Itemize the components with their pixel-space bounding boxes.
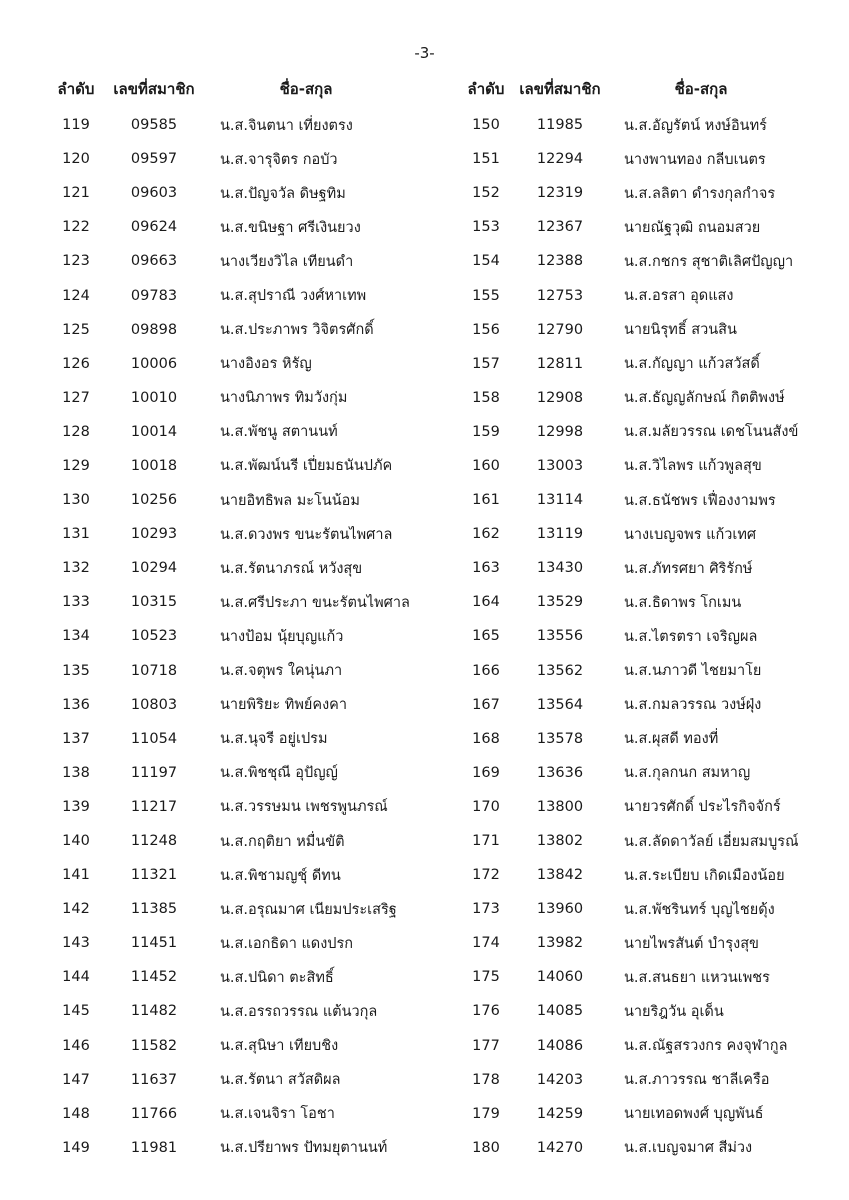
table-row [462, 1029, 812, 1063]
row-seq: 153 [472, 219, 500, 236]
row-seq: 159 [472, 423, 500, 440]
table-row [462, 688, 812, 722]
row-name: นางเวียงวิไล เทียนดำ [220, 253, 354, 270]
table-row [48, 347, 428, 381]
row-name: น.ส.นภาวดี ไชยมาโย [624, 663, 762, 680]
row-name: น.ส.เอกธิดา แดงปรก [220, 935, 354, 952]
row-name: น.ส.ดวงพร ขนะรัตนไพศาล [220, 526, 393, 543]
table-row [462, 278, 812, 312]
table-row [462, 108, 812, 142]
table-body [48, 108, 428, 1165]
row-member-no: 14203 [536, 1071, 584, 1088]
row-seq: 141 [62, 867, 90, 884]
row-member-no: 13564 [536, 696, 584, 713]
table-row [462, 654, 812, 688]
table-row [462, 1063, 812, 1097]
row-name: น.ส.กฤติยา หมื่นขัติ [220, 833, 345, 850]
row-member-no: 12319 [536, 185, 584, 202]
row-seq: 161 [472, 492, 500, 509]
table-row [48, 210, 428, 244]
table-row [462, 994, 812, 1028]
row-member-no: 10018 [130, 457, 178, 474]
row-member-no: 10803 [130, 696, 178, 713]
table-row [462, 551, 812, 585]
row-name: น.ส.กชกร สุชาติเลิศปัญญา [624, 253, 794, 270]
row-name: นายวรศักดิ์ ประไรกิจจักร์ [624, 799, 781, 816]
row-member-no: 11054 [130, 730, 178, 747]
row-seq: 150 [472, 117, 500, 134]
row-name: น.ส.ธิดาพร โกเมน [624, 594, 742, 611]
row-member-no: 12790 [536, 321, 584, 338]
row-seq: 132 [62, 560, 90, 577]
table-row [462, 892, 812, 926]
row-name: นางเบญจพร แก้วเทศ [624, 526, 757, 543]
table-row [462, 858, 812, 892]
row-seq: 175 [472, 969, 500, 986]
row-member-no: 11452 [130, 969, 178, 986]
row-seq: 164 [472, 594, 500, 611]
row-name: น.ส.ผุสดี ทองที่ [624, 731, 719, 748]
table-row [48, 483, 428, 517]
table-row [48, 176, 428, 210]
row-member-no: 09663 [130, 253, 178, 270]
row-name: น.ส.ธัญญลักษณ์ กิตติพงษ์ [624, 390, 785, 407]
row-name: น.ส.อรรถวรรณ แต้นวกุล [220, 1003, 378, 1020]
row-seq: 126 [62, 355, 90, 372]
row-member-no: 11451 [130, 935, 178, 952]
row-name: น.ส.พิชชุณี อุปัญญ์ [220, 765, 338, 782]
row-name: น.ส.เบญจมาศ สีม่วง [624, 1140, 753, 1157]
row-member-no: 11981 [130, 1139, 178, 1156]
row-name: น.ส.ปัญจวัล ดิษฐทิม [220, 185, 346, 202]
row-member-no: 10010 [130, 389, 178, 406]
table-row [48, 244, 428, 278]
row-member-no: 10014 [130, 423, 178, 440]
table-row [48, 415, 428, 449]
table-row [462, 722, 812, 756]
row-name: น.ส.พัชนู สตานนท์ [220, 424, 338, 441]
table-row [48, 892, 428, 926]
table-row [462, 244, 812, 278]
row-name: น.ส.พิชามญชุ์ ดีทน [220, 867, 341, 884]
table-row [48, 654, 428, 688]
table-row [462, 517, 812, 551]
table-row [48, 313, 428, 347]
row-seq: 131 [62, 526, 90, 543]
table-row [462, 619, 812, 653]
row-member-no: 12367 [536, 219, 584, 236]
row-name: น.ส.ประภาพร วิจิตรศักดิ์ [220, 322, 374, 339]
table-row [48, 381, 428, 415]
row-seq: 151 [472, 151, 500, 168]
table-row [48, 722, 428, 756]
row-seq: 171 [472, 833, 500, 850]
row-seq: 128 [62, 423, 90, 440]
row-name: นางอิงอร หิรัญ [220, 356, 312, 373]
table-row [48, 926, 428, 960]
row-name: นายณัฐวุฒิ ถนอมสวย [624, 219, 761, 236]
row-member-no: 11766 [130, 1105, 178, 1122]
row-seq: 147 [62, 1071, 90, 1088]
row-seq: 137 [62, 730, 90, 747]
row-name: นายอิทธิพล มะโนน้อม [220, 492, 360, 509]
row-seq: 149 [62, 1139, 90, 1156]
table-row [462, 347, 812, 381]
row-seq: 168 [472, 730, 500, 747]
row-seq: 133 [62, 594, 90, 611]
row-name: น.ส.กุลกนก สมหาญ [624, 765, 751, 782]
row-seq: 155 [472, 287, 500, 304]
row-member-no: 11482 [130, 1003, 178, 1020]
row-name: น.ส.ขนิษฐา ศรีเงินยวง [220, 219, 361, 236]
row-member-no: 12908 [536, 389, 584, 406]
table-row [48, 1097, 428, 1131]
table-row [462, 449, 812, 483]
row-seq: 173 [472, 901, 500, 918]
table-row [48, 858, 428, 892]
row-seq: 120 [62, 151, 90, 168]
row-member-no: 11217 [130, 798, 178, 815]
table-row [462, 313, 812, 347]
row-member-no: 09783 [130, 287, 178, 304]
table-row [462, 210, 812, 244]
row-member-no: 09585 [130, 117, 178, 134]
member-table-right [462, 76, 812, 1165]
table-row [462, 176, 812, 210]
row-seq: 148 [62, 1105, 90, 1122]
row-member-no: 13636 [536, 764, 584, 781]
row-seq: 119 [62, 117, 90, 134]
row-name: นายนิรุทธิ์ สวนสิน [624, 322, 737, 339]
row-seq: 123 [62, 253, 90, 270]
row-name: น.ส.ศรีประภา ขนะรัตนไพศาล [220, 594, 410, 611]
row-name: น.ส.ลัดดาวัลย์ เอี่ยมสมบูรณ์ [624, 833, 799, 850]
row-name: นางป้อม นุ้ยบุญแก้ว [220, 628, 344, 645]
row-name: น.ส.ลลิตา ดำรงกุลกำจร [624, 185, 776, 202]
row-name: น.ส.วิไลพร แก้วพูลสุข [624, 458, 762, 475]
row-name: น.ส.สุนิษา เทียบชิง [220, 1038, 339, 1055]
row-member-no: 13556 [536, 628, 584, 645]
row-member-no: 09898 [130, 321, 178, 338]
row-member-no: 11385 [130, 901, 178, 918]
row-member-no: 10718 [130, 662, 178, 679]
table-row [48, 449, 428, 483]
row-seq: 145 [62, 1003, 90, 1020]
row-seq: 124 [62, 287, 90, 304]
row-seq: 125 [62, 321, 90, 338]
row-seq: 177 [472, 1037, 500, 1054]
row-seq: 178 [472, 1071, 500, 1088]
header-seq: ลำดับ [57, 80, 95, 98]
member-table-left [48, 76, 428, 1165]
table-row [462, 483, 812, 517]
row-name: น.ส.จตุพร ใคนุ่นภา [220, 663, 343, 680]
row-member-no: 09603 [130, 185, 178, 202]
row-name: น.ส.ธนัชพร เฟื่องงามพร [624, 492, 776, 509]
row-seq: 180 [472, 1139, 500, 1156]
row-name: น.ส.พัฒน์นรี เปี่ยมธนันปภัค [220, 458, 393, 475]
row-name: น.ส.กมลวรรณ วงษ์ฝุ่ง [624, 697, 762, 714]
row-member-no: 13842 [536, 867, 584, 884]
row-member-no: 14259 [536, 1105, 584, 1122]
row-member-no: 10256 [130, 492, 178, 509]
table-row [462, 585, 812, 619]
table-row [48, 960, 428, 994]
row-name: น.ส.รัตนา สวัสดิผล [220, 1072, 341, 1089]
row-seq: 143 [62, 935, 90, 952]
row-member-no: 10315 [130, 594, 178, 611]
row-seq: 154 [472, 253, 500, 270]
table-row [48, 551, 428, 585]
row-seq: 167 [472, 696, 500, 713]
row-member-no: 11985 [536, 117, 584, 134]
row-name: น.ส.จารุจิตร กอบัว [220, 151, 338, 168]
header-seq: ลำดับ [467, 80, 505, 98]
row-seq: 172 [472, 867, 500, 884]
row-name: น.ส.นุจรี อยู่เปรม [220, 731, 328, 748]
header-member-no: เลขที่สมาชิก [519, 80, 601, 98]
row-seq: 135 [62, 662, 90, 679]
row-name: น.ส.กัญญา แก้วสวัสดิ์ [624, 356, 760, 373]
table-row [462, 824, 812, 858]
table-row [462, 1131, 812, 1165]
row-member-no: 14270 [536, 1139, 584, 1156]
table-row [48, 1029, 428, 1063]
table-row [48, 278, 428, 312]
row-member-no: 11321 [130, 867, 178, 884]
row-seq: 139 [62, 798, 90, 815]
row-seq: 121 [62, 185, 90, 202]
row-seq: 157 [472, 355, 500, 372]
row-name: น.ส.พัชรินทร์ บุญไชยดุ้ง [624, 901, 775, 918]
table-header [462, 76, 812, 102]
row-member-no: 13982 [536, 935, 584, 952]
row-member-no: 10294 [130, 560, 178, 577]
row-member-no: 11197 [130, 764, 178, 781]
row-name: น.ส.ปนิดา ตะสิทธิ์ [220, 969, 334, 986]
row-member-no: 11248 [130, 833, 178, 850]
row-name: น.ส.มลัยวรรณ เดชโนนสังข์ [624, 424, 799, 441]
table-row [48, 790, 428, 824]
row-member-no: 12388 [536, 253, 584, 270]
row-member-no: 13800 [536, 798, 584, 815]
row-name: นายเทอดพงศ์ บุญพันธ์ [624, 1106, 764, 1123]
row-seq: 174 [472, 935, 500, 952]
table-row [462, 756, 812, 790]
row-name: น.ส.เจนจิรา โอชา [220, 1106, 335, 1123]
row-name: น.ส.ปรียาพร ปัทมยุตานนท์ [220, 1140, 388, 1157]
row-seq: 176 [472, 1003, 500, 1020]
row-seq: 156 [472, 321, 500, 338]
row-name: น.ส.จินตนา เที่ยงตรง [220, 117, 353, 134]
table-row [462, 381, 812, 415]
row-member-no: 13114 [536, 492, 584, 509]
table-row [48, 688, 428, 722]
row-seq: 142 [62, 901, 90, 918]
row-seq: 170 [472, 798, 500, 815]
row-seq: 152 [472, 185, 500, 202]
row-name: นางนิภาพร ทิมวังกุ่ม [220, 390, 348, 407]
row-name: น.ส.อรสา อุดแสง [624, 288, 734, 305]
row-seq: 169 [472, 764, 500, 781]
row-seq: 129 [62, 457, 90, 474]
table-row [48, 585, 428, 619]
table-row [48, 517, 428, 551]
row-seq: 122 [62, 219, 90, 236]
row-seq: 144 [62, 969, 90, 986]
table-body [462, 108, 812, 1165]
row-name: น.ส.วรรษมน เพชรพูนภรณ์ [220, 799, 388, 816]
row-member-no: 14086 [536, 1037, 584, 1054]
page-number: -3- [414, 44, 435, 62]
row-seq: 140 [62, 833, 90, 850]
row-seq: 158 [472, 389, 500, 406]
table-row [48, 108, 428, 142]
table-row [462, 960, 812, 994]
table-row [462, 790, 812, 824]
row-seq: 166 [472, 662, 500, 679]
row-member-no: 13562 [536, 662, 584, 679]
row-member-no: 09597 [130, 151, 178, 168]
table-header [48, 76, 428, 102]
row-seq: 160 [472, 457, 500, 474]
row-name: น.ส.อัญรัตน์ หงษ์อินทร์ [624, 117, 767, 134]
row-seq: 162 [472, 526, 500, 543]
row-seq: 163 [472, 560, 500, 577]
row-member-no: 09624 [130, 219, 178, 236]
row-member-no: 12753 [536, 287, 584, 304]
row-name: น.ส.อรุณมาศ เนียมประเสริฐ [220, 901, 397, 918]
row-name: น.ส.ณัฐสรวงกร คงจุฬากูล [624, 1038, 788, 1055]
row-member-no: 10523 [130, 628, 178, 645]
row-name: นายพิริยะ ทิพย์คงคา [220, 697, 348, 714]
row-member-no: 13529 [536, 594, 584, 611]
row-member-no: 12294 [536, 151, 584, 168]
table-row [48, 1131, 428, 1165]
table-row [462, 926, 812, 960]
table-row [48, 824, 428, 858]
row-name: น.ส.สนธยา แหวนเพชร [624, 969, 770, 986]
row-seq: 130 [62, 492, 90, 509]
row-name: นายไพรสันต์ บำรุงสุข [624, 935, 759, 952]
row-member-no: 13802 [536, 833, 584, 850]
row-member-no: 13578 [536, 730, 584, 747]
table-row [48, 756, 428, 790]
row-name: น.ส.ภาวรรณ ชาลีเครือ [624, 1072, 770, 1089]
row-member-no: 10006 [130, 355, 178, 372]
row-name: น.ส.รัตนาภรณ์ หวังสุข [220, 560, 363, 577]
table-row [462, 1097, 812, 1131]
row-name: น.ส.ระเบียบ เกิดเมืองน้อย [624, 867, 785, 884]
row-member-no: 14060 [536, 969, 584, 986]
table-row [48, 994, 428, 1028]
table-row [462, 415, 812, 449]
row-member-no: 14085 [536, 1003, 584, 1020]
row-member-no: 12811 [536, 355, 584, 372]
row-seq: 179 [472, 1105, 500, 1122]
table-row [48, 619, 428, 653]
row-member-no: 13430 [536, 560, 584, 577]
row-member-no: 13960 [536, 901, 584, 918]
row-name: น.ส.ไตรตรา เจริญผล [624, 628, 758, 645]
table-row [48, 142, 428, 176]
row-member-no: 13119 [536, 526, 584, 543]
row-name: นางพานทอง กลีบเนตร [624, 151, 766, 168]
row-member-no: 13003 [536, 457, 584, 474]
table-row [48, 1063, 428, 1097]
row-seq: 165 [472, 628, 500, 645]
row-seq: 138 [62, 764, 90, 781]
row-member-no: 12998 [536, 423, 584, 440]
header-member-no: เลขที่สมาชิก [113, 80, 195, 98]
row-member-no: 10293 [130, 526, 178, 543]
row-name: น.ส.ภัทรศยา ศิริรักษ์ [624, 560, 753, 577]
row-seq: 146 [62, 1037, 90, 1054]
table-row [462, 142, 812, 176]
row-member-no: 11637 [130, 1071, 178, 1088]
row-seq: 136 [62, 696, 90, 713]
row-seq: 127 [62, 389, 90, 406]
row-seq: 134 [62, 628, 90, 645]
header-name: ชื่อ-สกุล [279, 80, 333, 98]
row-member-no: 11582 [130, 1037, 178, 1054]
row-name: น.ส.สุปราณี วงศ์หาเทพ [220, 288, 367, 305]
header-name: ชื่อ-สกุล [674, 80, 728, 98]
row-name: นายริฎวัน อุเด็น [624, 1003, 724, 1020]
